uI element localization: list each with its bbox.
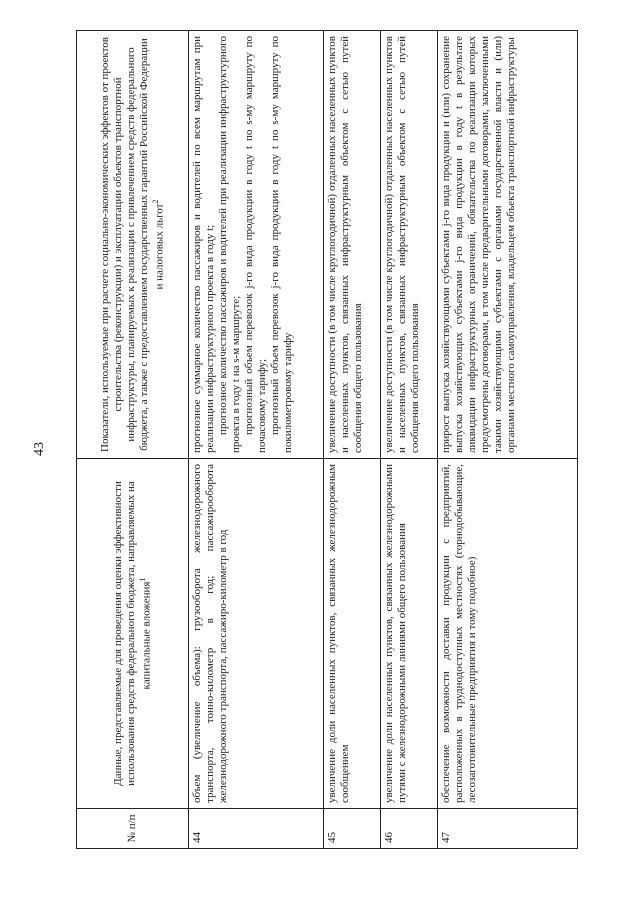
header-data (77, 459, 189, 809)
rotated-page-content (76, 31, 577, 849)
row-number: 47 (438, 809, 578, 849)
row-indicators-cell (189, 31, 324, 459)
row-indicators-cell (438, 31, 578, 459)
row-data-cell: увеличение доли населенных пунктов, связанных железнодорожным сообщением (324, 459, 381, 809)
row-number: 45 (324, 809, 381, 849)
row-data-cell: увеличение доли населенных пунктов, связанных железнодорожными путями с железнодорожными линиями общего пользования (381, 459, 438, 809)
header-number: № п/п (77, 809, 189, 849)
row-data-cell: объем (увеличение объема): грузооборота железнодорожного транспорта, тонно-километр в год; пассажирооборота железнодорожного транспорта, пассажиро-километр в год (189, 459, 324, 809)
footnote-marker: 2 (150, 199, 160, 204)
table-row (189, 31, 324, 849)
indicator-line: прогнозный объем перевозок j-го вида продукции в году t по s-му маршруту по покилометровому тарифу (268, 36, 294, 453)
table-row (438, 31, 578, 849)
page-number: 43 (32, 442, 47, 456)
indicator-line: прогнозный объем перевозок j-го вида продукции в году t по s-му маршруту по почасовому тарифу; (242, 36, 268, 453)
indicators-table (76, 30, 578, 849)
row-number: 46 (381, 809, 438, 849)
footnote-marker: 1 (137, 577, 147, 582)
row-number: 44 (189, 809, 324, 849)
table-row (324, 31, 381, 849)
header-indicators (77, 31, 189, 459)
row-indicators-cell (324, 31, 381, 459)
table-row (381, 31, 438, 849)
indicator-line: увеличение доступности (в том числе круглогодичной) отдаленных населенных пунктов и населенных пунктов, связанных инфраструктурным объектом с сетью путей сообщения общего пользования (326, 36, 364, 453)
indicator-line: прогнозное суммарное количество пассажиров и водителей по всем маршрутам при реализации инфраструктурного проекта в году t; (191, 36, 216, 453)
indicator-line: прогнозное количество пассажиров и водителей при реализации инфраструктурного проекта в году t на s-м маршруте; (216, 36, 242, 453)
row-indicators-cell (381, 31, 438, 459)
indicator-line: увеличение доступности (в том числе круглогодичной) отдаленных населенных пунктов и населенных пунктов, связанных инфраструктурным объектом с сетью путей сообщения общего пользования (383, 36, 421, 453)
header-indicators-text: Показатели, используемые при расчете социально-экономических эффектов от проектов строительства (реконструкции) и эксплуатации объектов транспортной инфраструктуры, планируемых к реализации с привлечением средств федерального бюджета, а также с предоставлением государственных гарантий Российской Федерации и налоговых льгот (98, 37, 166, 452)
table-header-row (77, 31, 189, 849)
row-data-cell: обеспечение возможности доставки продукции с предприятий, расположенных в труднодоступных местностях (горнодобывающие, лесозаготовительные предприятия и тому подобное) (438, 459, 578, 809)
header-data-text: Данные, представляемые для проведения оценки эффективности использования средств федерального бюджета, направляемых на капитальные вложения (111, 481, 153, 786)
indicator-line: прирост выпуска хозяйствующими субъектами j-го вида продукции и (или) сохранение выпуска хозяйствующих субъектами j-го вида продукции в году t в результате ликвидации инфраструктурных ограничений, обязательства по реализации которых предусмотрены договорами, в том числе предварительными договорами, заключенными такими хозяйствующими субъектами с органами государственной власти и (или) органами местного самоуправления, владельцем объекта транспортной инфраструктуры (440, 36, 517, 453)
